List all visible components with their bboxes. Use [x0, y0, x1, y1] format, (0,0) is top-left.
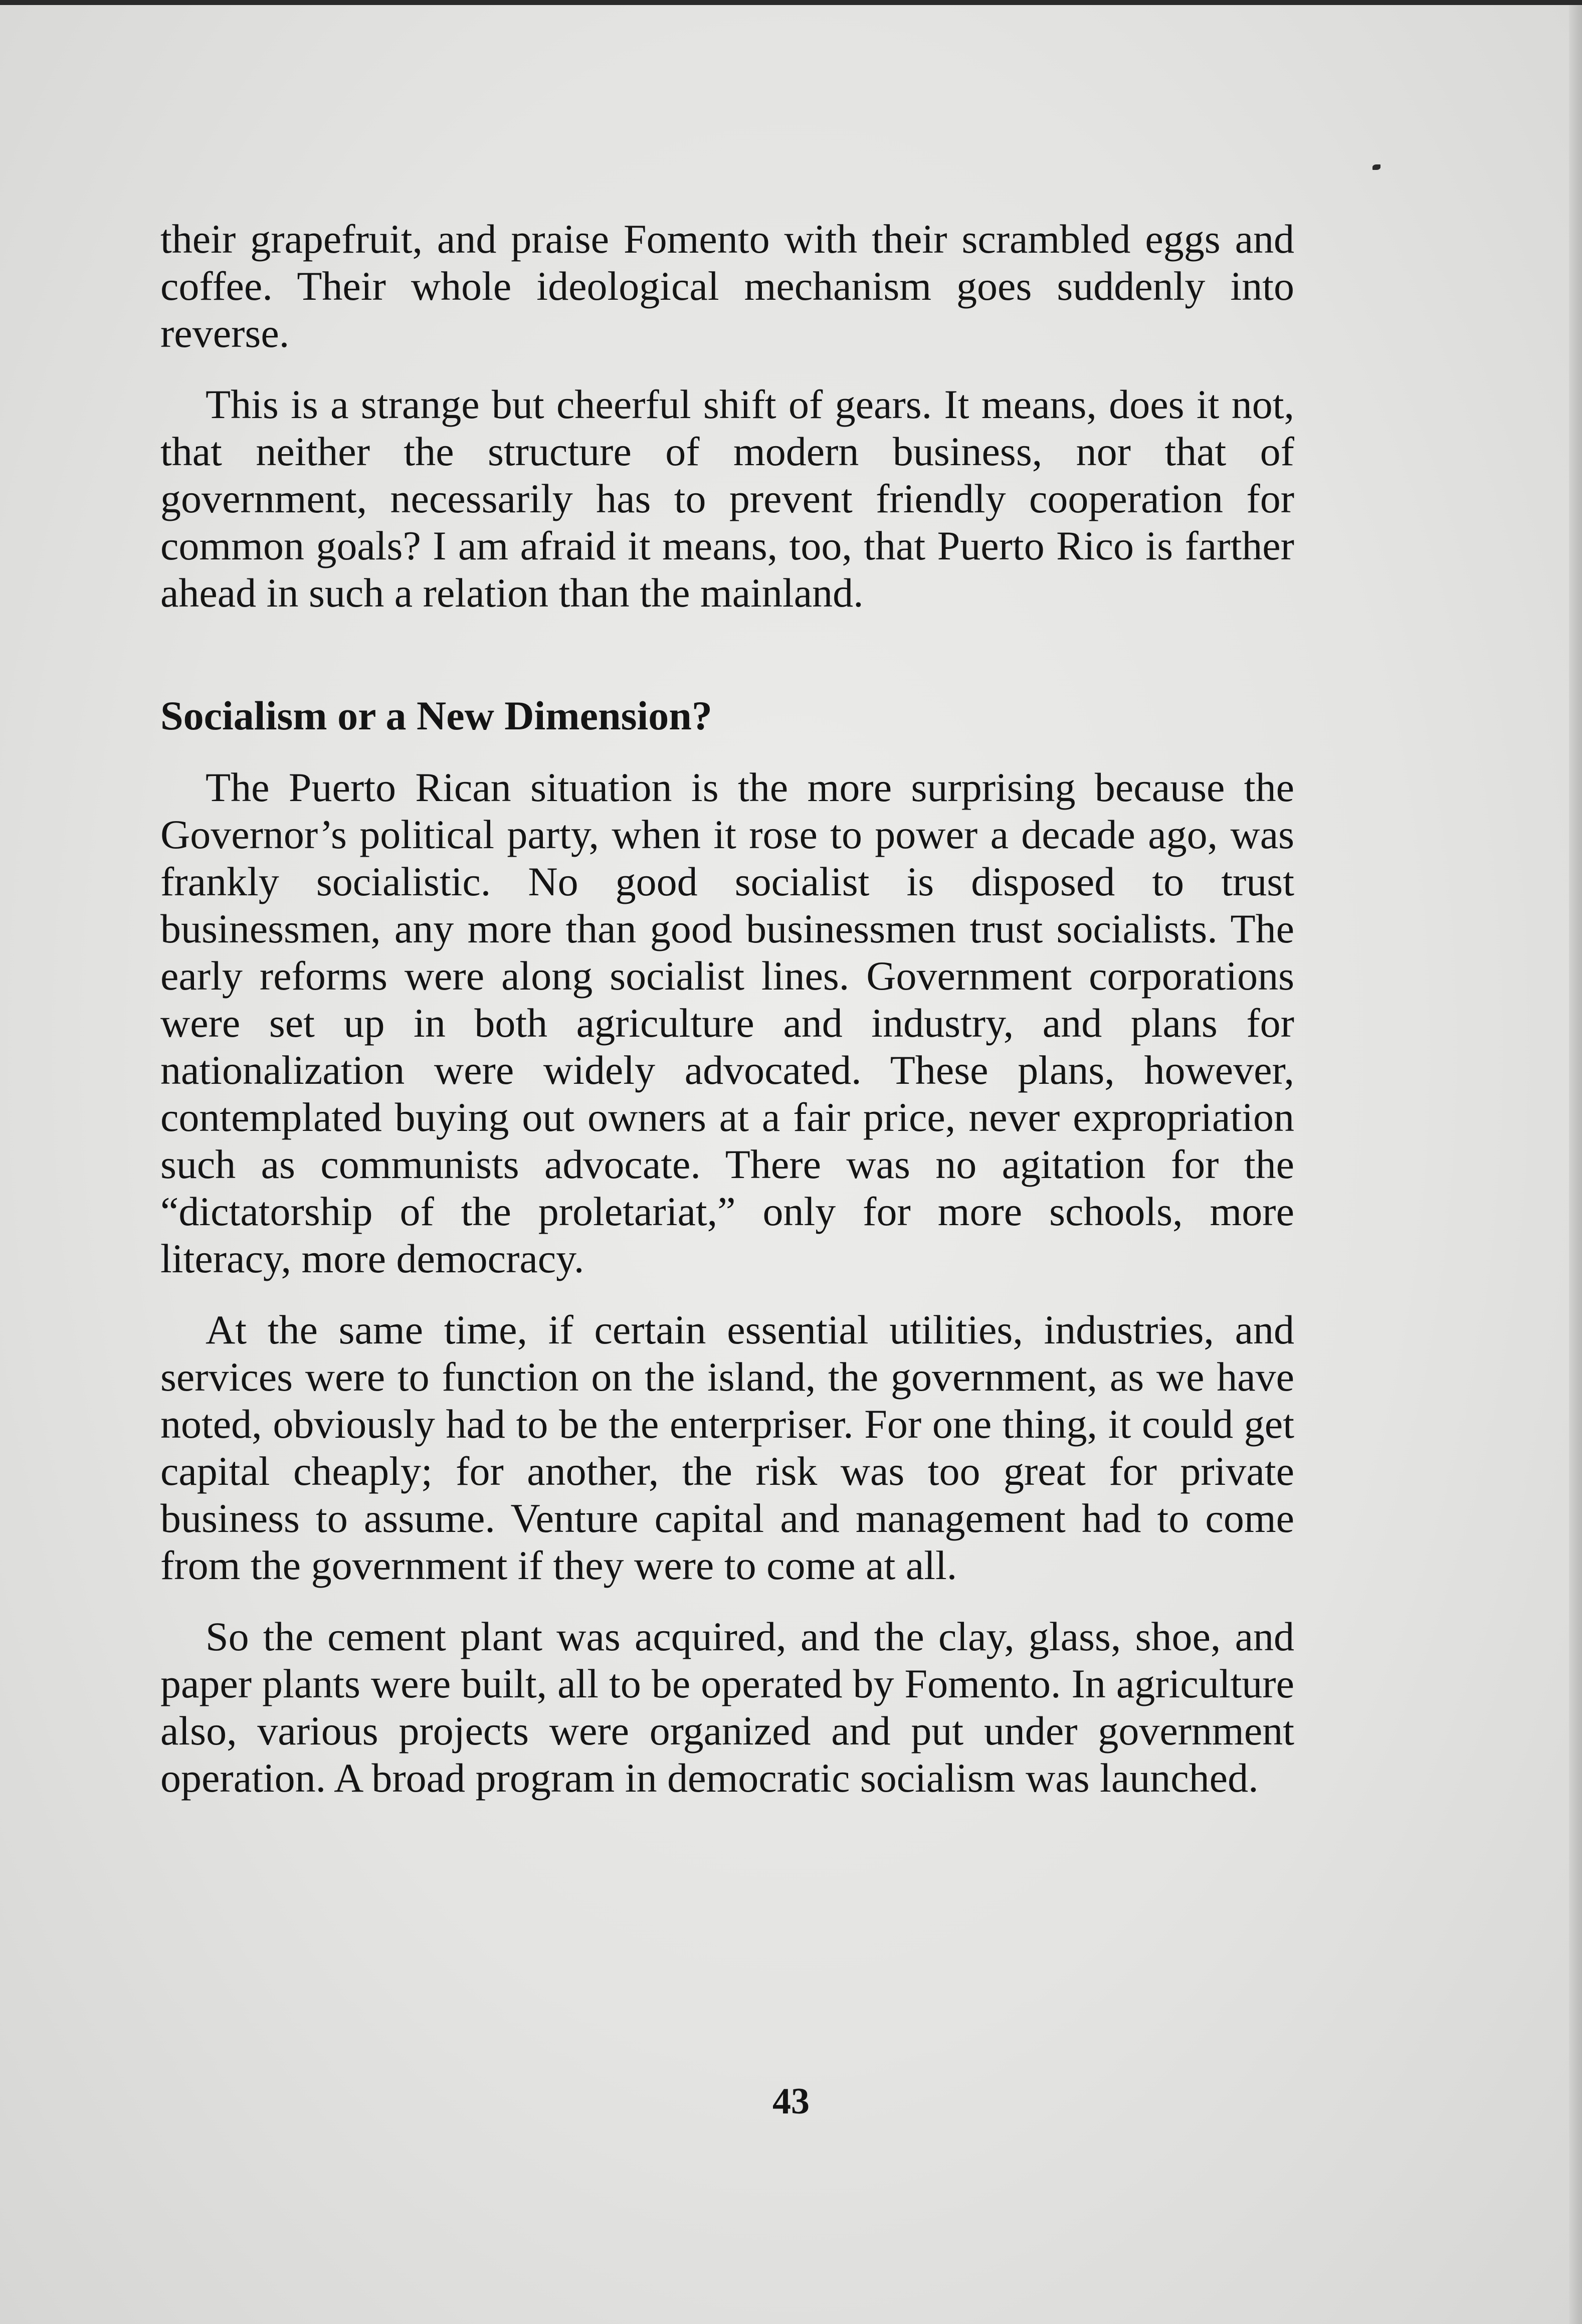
section-heading: Socialism or a New Dimension? [160, 693, 712, 738]
paragraph-same-time: At the same time, if certain essential utilities, industries, and services were to function on the island, the government, as we have noted, obviously had to be the enterpriser. For one thing, it could get capital cheaply; for another, the risk was too great for private business to assume. Venture capital and management had to come from the government if they were to come at all. [160, 1307, 1294, 1588]
paragraph-puerto-rican-situation: The Puerto Rican situation is the more surprising because the Governor’s political party, when it rose to power a decade ago, was frankly socialistic. No good socialist is disposed to trust businessmen, any more than good businessmen trust socialists. The early reforms were along socialist lines. Government corporations were set up in both agriculture and industry, and plans for nationalization were widely advocated. These plans, however, contemplated buying out owners at a fair price, never expropriation such as communists advocate. There was no agitation for the “dictatorship of the proletariat,” only for more schools, more literacy, more democracy. [160, 764, 1294, 1281]
ink-speck [1372, 164, 1380, 170]
paragraph-cement-plant: So the cement plant was acquired, and the clay, glass, shoe, and paper plants were built, all to be operated by Fomento. In agriculture also, various projects were organized and put under government operation. A broad program in democratic socialism was launched. [160, 1614, 1294, 1801]
paragraph-strange-shift: This is a strange but cheerful shift of gears. It means, does it not, that neither the structure of modern business, nor that of government, necessarily has to prevent friendly cooperation for common goals? I am afraid it means, too, that Puerto Rico is farther ahead in such a relation than the mainland. [160, 381, 1294, 616]
page-body [160, 216, 1294, 1802]
paragraph-continuation: their grapefruit, and praise Fomento with their scrambled eggs and coffee. Their whole ideological mechanism goes suddenly into reverse. [160, 216, 1294, 356]
page-number: 43 [772, 2081, 810, 2122]
